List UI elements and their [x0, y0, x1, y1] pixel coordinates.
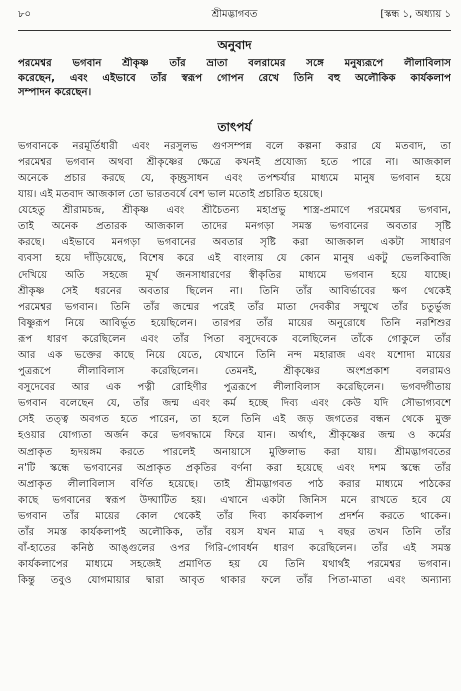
purport-line: রূপ ধারণ করেছিলেন এবং তাঁর পিতা বসুদেবকে বলেছিলেন তাঁকে গোকুলে তাঁর: [18, 333, 451, 345]
purport-heading: তাৎপর্য: [217, 119, 252, 134]
purport-line: যায়। এই মতবাদ আজকাল তো ভারতবর্ষে বেশ ভাল মতোই প্রচারিত হয়েছে।: [18, 189, 323, 201]
purport-line: বাঁ-হাতের কনিষ্ঠ আঙ্গুলের ওপর গিরি-গোবর্ধন ধারণ করেছিলেন। তাঁর এই সমস্ত: [18, 543, 451, 555]
purport-line: কিন্তু তবুও যোগমায়ার দ্বারা আবৃত থাকার ফলে তাঁর পিতা-মাতা এবং অন্যান্য: [18, 575, 451, 587]
purport-text: [18, 139, 451, 590]
purport-line: আর এক ভক্তের কাছে নিয়ে যেতে, যেখানে তিনি নন্দ মহারাজ এবং যশোদা মায়ের: [18, 350, 451, 361]
translation-line: সম্পাদন করেছেন।: [18, 87, 92, 99]
purport-line: অপ্রাকৃত হৃদয়ঙ্গম করতে পারলেই অনায়াসে মুক্তিলাভ করা যায়। শ্রীমদ্ভাগবতের: [18, 446, 451, 458]
purport-line: তাই অনেক প্রতারক আজকাল তাদের মনগড়া সমস্ত ভগবানের অবতার সৃষ্টি: [18, 221, 451, 233]
translation-line: করেছেন, এবং এইভাবে তাঁর স্বরূপ গোপন রেখে তিনি বহু অলৌকিক কার্যকলাপ: [18, 72, 451, 84]
purport-line: বিষ্ণুরূপ নিয়ে আবির্ভূত হয়েছিলেন। তারপর তাঁর মায়ের অনুরোধে তিনি নরশিশুর: [18, 317, 451, 329]
purport-line: করছে। এইভাবে মনগড়া ভগবানের অবতার সৃষ্টি করা আজকাল একটা সাধারণ: [18, 237, 451, 249]
purport-line: বসুদেবের আর এক পত্নী রোহিণীর পুত্ররূপে লীলাবিলাস করেছিলেন। ভগবদ্গীতায়: [18, 382, 451, 394]
page-header: [18, 0, 451, 31]
purport-line: কাছে ভগবানের স্বরূপ উদ্ঘাটিত হয়। এখানে একটা জিনিস মনে রাখতে হবে যে: [18, 494, 451, 506]
purport-line: পরমেশ্বর ভগবান অথবা শ্রীকৃষ্ণের ক্ষেত্রে কখনই প্রযোজ্য হতে পারে না। আজকাল: [18, 156, 451, 168]
purport-line: কার্যকলাপের মাধ্যমে সহজেই প্রমাণিত হয় যে তিনি যথার্থই পরমেশ্বর ভগবান।: [18, 559, 451, 571]
purport-line: তাঁর সমস্ত কার্যকলাপই অলৌকিক, তাঁর বয়স যখন মাত্র ৭ বছর তখন তিনি তাঁর: [18, 527, 451, 539]
purport-line: ব্যবসা হয়ে দাঁড়িয়েছে, বিশেষ করে এই বাংলায় যে কোন মানুষ একটু ভেলকিবাজি: [18, 253, 451, 265]
translation-text: [18, 57, 451, 101]
purport-line: সেই তত্ত্ব অবগত হতে পারেন, তা হলে তিনি এই জড় জগতের বন্ধন থেকে মুক্ত: [18, 414, 451, 426]
purport-line: ভগবান বলেছেন যে, তাঁর জন্ম এবং কর্ম হচ্ছে দিব্য এবং কেউ যদি সৌভাগ্যবশে: [18, 398, 451, 410]
purport-line: অনেকে প্রচার করছে যে, কৃচ্ছ্রসাধন এবং তপশ্চর্যার মাধ্যমে মানুষ ভগবান হয়ে: [18, 172, 451, 184]
translation-heading: অনুবাদ: [217, 38, 252, 52]
page-number: ৮০: [18, 9, 31, 20]
purport-line: অপ্রাকৃত লীলাবিলাস বর্ণিত হয়েছে। তাই শ্রীমদ্ভাগবত পাঠ করার মাধ্যমে পাঠকের: [18, 478, 451, 490]
section-reference: [স্কন্ধ ১, অধ্যায় ১: [380, 9, 451, 20]
purport-line: শ্রীকৃষ্ণ সেই ধরনের অবতার ছিলেন না। তিনি তাঁর আবির্ভাবের ক্ষণ থেকেই: [18, 285, 451, 297]
running-title: শ্রীমদ্ভাগবত: [211, 9, 258, 20]
purport-line: ন'টি স্কন্ধে ভগবানের অপ্রাকৃত প্রকৃতির বর্ণনা করা হয়েছে এবং দশম স্কন্ধে তাঁর: [18, 462, 451, 474]
purport-line: ভগবানকে নরমূর্তিধারী এবং নরসুলভ গুণসম্পন্ন বলে কল্পনা করার যে মতবাদ, তা: [18, 140, 451, 152]
purport-line: যেহেতু শ্রীরামচন্দ্র, শ্রীকৃষ্ণ এবং শ্রীচৈতন্য মহাপ্রভু শাস্ত্র-প্রমাণে পরমেশ্বর ভগবান,: [18, 205, 451, 217]
purport-line: হওয়ার যোগ্যতা অর্জন করে ভগবদ্ধামে ফিরে যান। অর্থাৎ, শ্রীকৃষ্ণের জন্ম ও কর্মের: [18, 430, 451, 442]
purport-line: ভগবান তাঁর মায়ের কোল থেকেই তাঁর দিব্য কার্যকলাপ প্রদর্শন করতে থাকেন।: [18, 510, 451, 522]
purport-line: দেখিয়ে অতি সহজে মূর্খ জনসাধারণের স্বীকৃতির মাধ্যমে ভগবান হয়ে যাচ্ছে।: [18, 269, 451, 281]
purport-line: পুত্ররূপে লীলাবিলাস করেছিলেন। তেমনই, শ্রীকৃষ্ণের অংশপ্রকাশ বলরামও: [18, 366, 451, 378]
purport-line: পরমেশ্বর ভগবান। তিনি তাঁর জন্মের পরেই তাঁর মাতা দেবকীর সম্মুখে তাঁর চতুর্ভুজ: [18, 301, 451, 313]
translation-line: পরমেশ্বর ভগবান শ্রীকৃষ্ণ তাঁর ভ্রাতা বলরামের সঙ্গে মনুষ্যরূপে লীলাবিলাস: [18, 58, 451, 69]
